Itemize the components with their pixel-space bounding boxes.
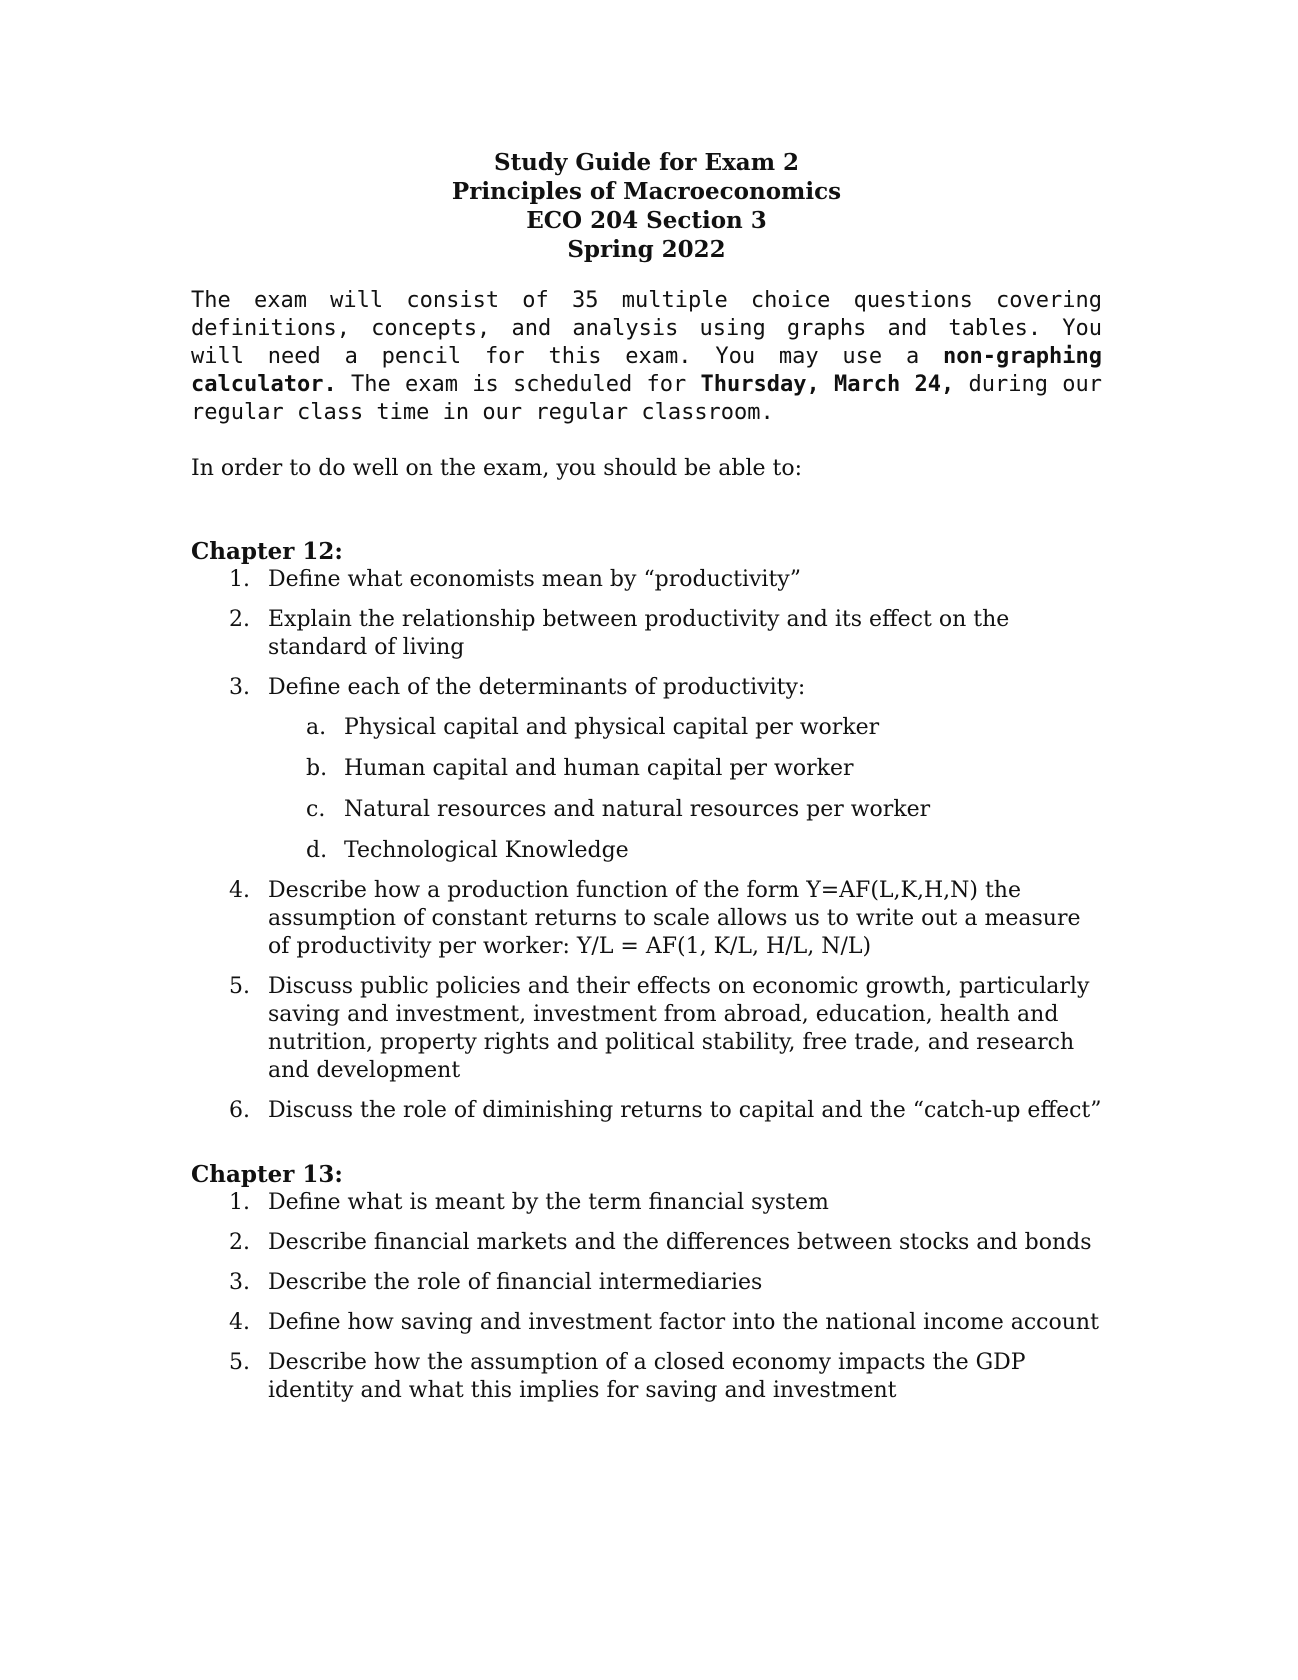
item-number: 4. [229,878,250,903]
item-number: 2. [229,1230,250,1255]
list-item [191,606,1102,662]
list-item [191,1309,1102,1337]
item-text: Discuss the role of diminishing returns to capital and the “catch-up effect” [268,1098,1102,1123]
list-item [191,1097,1102,1125]
item-number: 5. [229,974,250,999]
list-item [191,1349,1102,1405]
title-line-4: Spring 2022 [567,236,726,263]
list-item [191,566,1102,594]
chapter-13-section [191,1160,1102,1405]
item-number: 3. [229,1270,250,1295]
item-text: Describe how a production function of the form Y=AF(L,K,H,N) the assumption of constant returns to scale allows us to write out a measure of productivity per worker: Y/L = AF(1, K/L, H/L, N/L) [268,878,1081,959]
sub-list-item [268,755,1102,783]
chapter-13-heading: Chapter 13: [191,1161,343,1188]
exam-date: Thursday, March 24, [700,372,955,397]
intro-paragraph [191,287,1102,427]
sub-item-text: Human capital and human capital per worker [344,756,854,781]
title-line-2: Principles of Macroeconomics [451,178,842,205]
document-page [191,148,1102,1417]
document-title [191,148,1102,264]
chapter-12-section [191,537,1102,1125]
sub-item-text: Physical capital and physical capital per worker [344,715,880,740]
item-number: 4. [229,1310,250,1335]
sub-item-letter: c. [306,797,326,822]
list-item [191,877,1102,961]
sub-item-letter: d. [306,838,328,863]
determinants-sublist [268,714,1102,865]
title-line-1: Study Guide for Exam 2 [493,149,800,176]
sub-item-letter: b. [306,756,328,781]
sub-item-text: Natural resources and natural resources per worker [344,797,931,822]
item-text: Describe financial markets and the differences between stocks and bonds [268,1230,1092,1255]
item-text: Discuss public policies and their effects on economic growth, particularly saving and investment, investment from abroad, education, health and nutrition, property rights and political stability, free trade, and research and development [268,974,1090,1083]
item-text: Describe the role of financial intermediaries [268,1270,763,1295]
item-number: 5. [229,1350,250,1375]
intro-text-1: The exam will consist of 35 multiple choice questions covering definitions, concepts, and analysis using graphs and tables. You will need a pencil for this exam. You may use a [191,288,1102,369]
item-number: 1. [229,1190,250,1215]
intro-text-3: during our regular class time in our regular classroom. [191,372,1102,425]
item-text: Define each of the determinants of productivity: [268,675,806,700]
item-text: Describe how the assumption of a closed economy impacts the GDP identity and what this implies for saving and investment [268,1350,1026,1403]
sub-item-text: Technological Knowledge [344,838,629,863]
list-item [191,1269,1102,1297]
item-text: Explain the relationship between productivity and its effect on the standard of living [268,607,1010,660]
item-text: Define what economists mean by “productivity” [268,567,801,592]
list-item [191,1189,1102,1217]
sub-list-item [268,837,1102,865]
list-item [191,674,1102,865]
sub-item-letter: a. [306,715,327,740]
item-number: 1. [229,567,250,592]
item-number: 3. [229,675,250,700]
sub-list-item [268,796,1102,824]
lead-sentence: In order to do well on the exam, you should be able to: [191,456,803,481]
item-number: 2. [229,607,250,632]
item-text: Define what is meant by the term financial system [268,1190,829,1215]
item-number: 6. [229,1098,250,1123]
sub-list-item [268,714,1102,742]
title-line-3: ECO 204 Section 3 [526,207,767,234]
list-item [191,973,1102,1085]
chapter-12-heading: Chapter 12: [191,538,343,565]
list-item [191,1229,1102,1257]
chapter-13-list [191,1189,1102,1405]
chapter-12-list [191,566,1102,1125]
calculator-note: non-graphing calculator. [191,344,1102,397]
item-text: Define how saving and investment factor into the national income account [268,1310,1099,1335]
intro-text-2: The exam is scheduled for [336,372,701,397]
